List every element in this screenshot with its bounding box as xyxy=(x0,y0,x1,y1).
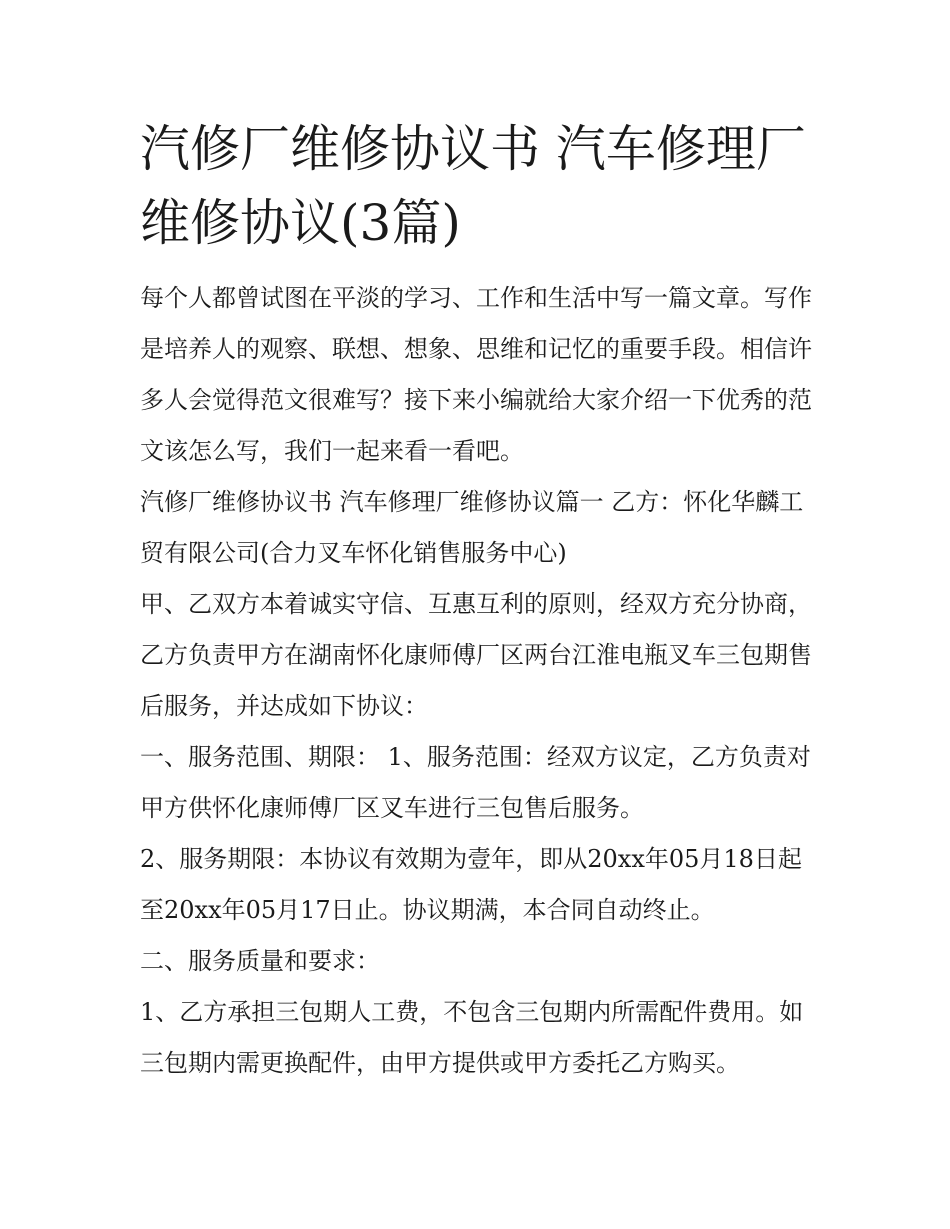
paragraph-party-b: 汽修厂维修协议书 汽车修理厂维修协议篇一 乙方：怀化华麟工贸有限公司(合力叉车怀化销售服务中心) xyxy=(140,488,804,567)
paragraph-agreement-basis: 甲、乙双方本着诚实守信、互惠互利的原则，经双方充分协商，乙方负责甲方在湖南怀化康师傅厂区两台江淮电瓶叉车三包期售后服务，并达成如下协议： xyxy=(140,590,812,720)
paragraph-quality-heading: 二、服务质量和要求： xyxy=(140,947,380,975)
document-body xyxy=(140,273,820,1089)
document-title: 汽修厂维修协议书 汽车修理厂维修协议(3篇) xyxy=(140,120,806,252)
paragraph-intro: 每个人都曾试图在平淡的学习、工作和生活中写一篇文章。写作是培养人的观察、联想、想象、思维和记忆的重要手段。相信许多人会觉得范文很难写？接下来小编就给大家介绍一下优秀的范文该怎么写，我们一起来看一看吧。 xyxy=(140,284,812,465)
paragraph-labor-cost: 1、乙方承担三包期人工费，不包含三包期内所需配件费用。如三包期内需更换配件，由甲方提供或甲方委托乙方购买。 xyxy=(140,998,804,1077)
paragraph-service-scope: 一、服务范围、期限： 1、服务范围：经双方议定，乙方负责对甲方供怀化康师傅厂区叉车进行三包售后服务。 xyxy=(140,743,811,822)
paragraph-service-term: 2、服务期限：本协议有效期为壹年，即从20xx年05月18日起至20xx年05月17日止。协议期满，本合同自动终止。 xyxy=(140,845,802,924)
